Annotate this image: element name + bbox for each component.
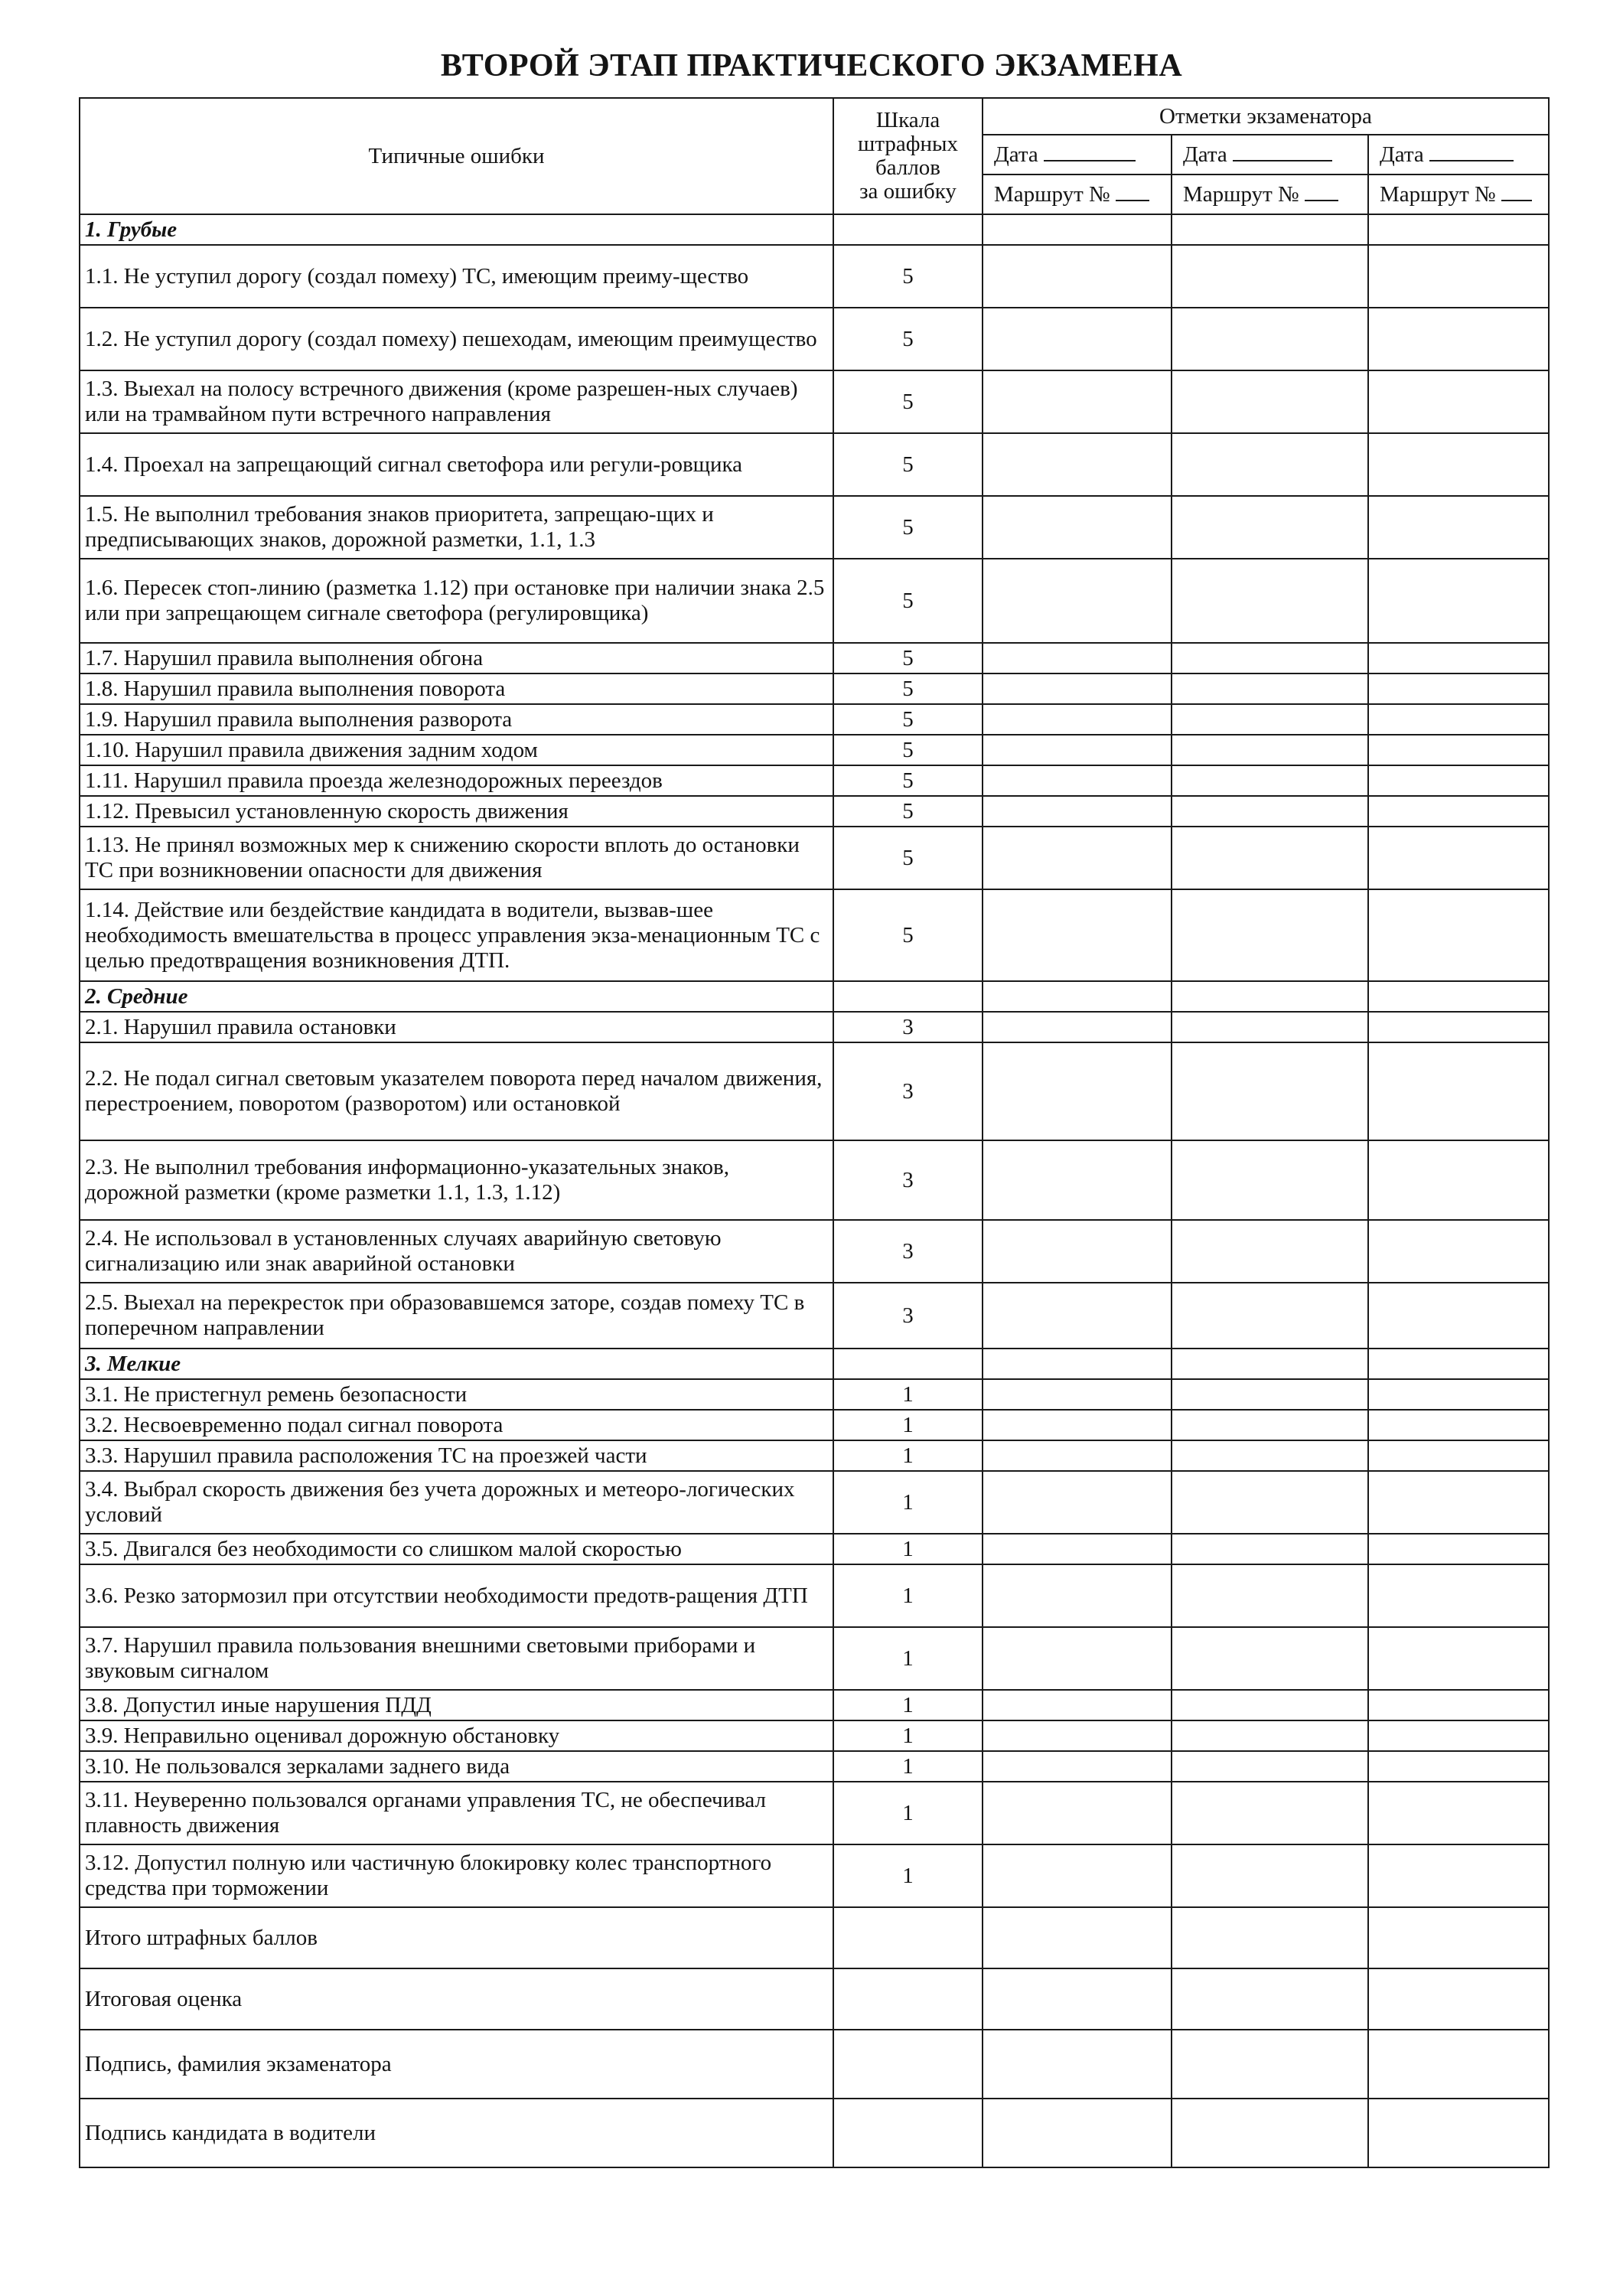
examiner-mark-cell[interactable] xyxy=(1368,1720,1549,1751)
examiner-mark-cell[interactable] xyxy=(1368,1012,1549,1042)
summary-mark-cell[interactable] xyxy=(983,2030,1172,2099)
penalty-points: 5 xyxy=(833,559,983,643)
examiner-mark-cell[interactable] xyxy=(1172,765,1368,796)
route-cell-2[interactable] xyxy=(1172,174,1368,214)
error-row xyxy=(80,704,1549,735)
examiner-mark-cell[interactable] xyxy=(1172,673,1368,704)
examiner-mark-cell[interactable] xyxy=(983,1844,1172,1907)
error-text: 2.3. Не выполнил требования информационно-указательных знаков, дорожной разметки (кроме разметки 1.1, 1.3, 1.12) xyxy=(80,1140,833,1220)
page-title: ВТОРОЙ ЭТАП ПРАКТИЧЕСКОГО ЭКЗАМЕНА xyxy=(440,48,1183,83)
error-text: 2.1. Нарушил правила остановки xyxy=(80,1012,833,1042)
summary-label: Подпись, фамилия экзаменатора xyxy=(80,2030,833,2099)
examiner-mark-cell[interactable] xyxy=(1368,765,1549,796)
penalty-points: 1 xyxy=(833,1471,983,1534)
examiner-mark-cell[interactable] xyxy=(983,245,1172,308)
summary-label: Итоговая оценка xyxy=(80,1968,833,2030)
error-row xyxy=(80,643,1549,673)
examiner-mark-cell[interactable] xyxy=(1368,1534,1549,1564)
empty-cell xyxy=(833,1349,983,1379)
examiner-mark-cell[interactable] xyxy=(1172,1379,1368,1410)
date-label: Дата xyxy=(994,142,1038,167)
penalty-points: 3 xyxy=(833,1140,983,1220)
examiner-mark-cell[interactable] xyxy=(1368,1844,1549,1907)
examiner-mark-cell[interactable] xyxy=(1368,1410,1549,1440)
route-label: Маршрут № xyxy=(994,182,1110,207)
error-row xyxy=(80,1564,1549,1627)
route-cell-1[interactable] xyxy=(983,174,1172,214)
examiner-mark-cell[interactable] xyxy=(1368,735,1549,765)
error-text: 1.10. Нарушил правила движения задним ходом xyxy=(80,735,833,765)
error-row xyxy=(80,673,1549,704)
examiner-mark-cell[interactable] xyxy=(983,1690,1172,1720)
examiner-mark-cell[interactable] xyxy=(1368,1564,1549,1627)
penalty-points: 1 xyxy=(833,1720,983,1751)
error-text: 1.4. Проехал на запрещающий сигнал светофора или регули-ровщика xyxy=(80,433,833,496)
examiner-mark-cell[interactable] xyxy=(983,1220,1172,1283)
header-errors: Типичные ошибки xyxy=(80,98,833,214)
empty-cell xyxy=(983,214,1172,245)
examiner-mark-cell[interactable] xyxy=(983,765,1172,796)
examiner-mark-cell[interactable] xyxy=(983,796,1172,827)
date-fill-line xyxy=(1233,142,1332,161)
penalty-points: 5 xyxy=(833,704,983,735)
penalty-points: 3 xyxy=(833,1042,983,1140)
date-cell-2[interactable] xyxy=(1172,135,1368,174)
error-text: 3.1. Не пристегнул ремень безопасности xyxy=(80,1379,833,1410)
summary-mark-cell[interactable] xyxy=(1172,2099,1368,2167)
summary-row xyxy=(80,2099,1549,2167)
error-text: 1.12. Превысил установленную скорость движения xyxy=(80,796,833,827)
error-row xyxy=(80,1690,1549,1720)
error-row xyxy=(80,245,1549,308)
summary-mark-cell[interactable] xyxy=(1368,2099,1549,2167)
error-text: 3.12. Допустил полную или частичную блокировку колес транспортного средства при торможении xyxy=(80,1844,833,1907)
error-text: 3.5. Двигался без необходимости со слишком малой скоростью xyxy=(80,1534,833,1564)
penalty-points: 5 xyxy=(833,735,983,765)
examiner-mark-cell[interactable] xyxy=(983,1534,1172,1564)
examiner-mark-cell[interactable] xyxy=(983,1410,1172,1440)
examiner-mark-cell[interactable] xyxy=(1172,1782,1368,1844)
examiner-mark-cell[interactable] xyxy=(983,1012,1172,1042)
penalty-points: 3 xyxy=(833,1220,983,1283)
penalty-points: 5 xyxy=(833,433,983,496)
error-text: 1.13. Не принял возможных мер к снижению скорости вплоть до остановки ТС при возникновении опасности для движения xyxy=(80,827,833,889)
penalty-points: 5 xyxy=(833,796,983,827)
error-row xyxy=(80,889,1549,981)
examiner-mark-cell[interactable] xyxy=(1368,1379,1549,1410)
empty-cell xyxy=(833,981,983,1012)
examiner-mark-cell[interactable] xyxy=(1368,1782,1549,1844)
summary-mark-cell[interactable] xyxy=(1368,1968,1549,2030)
penalty-points: 1 xyxy=(833,1782,983,1844)
examiner-mark-cell[interactable] xyxy=(1368,496,1549,559)
examiner-mark-cell[interactable] xyxy=(983,1782,1172,1844)
date-fill-line xyxy=(1044,142,1136,161)
examiner-mark-cell[interactable] xyxy=(1368,704,1549,735)
error-text: 2.4. Не использовал в установленных случаях аварийную световую сигнализацию или знак аварийной остановки xyxy=(80,1220,833,1283)
error-text: 1.2. Не уступил дорогу (создал помеху) пешеходам, имеющим преимущество xyxy=(80,308,833,370)
error-row xyxy=(80,1379,1549,1410)
penalty-points: 1 xyxy=(833,1410,983,1440)
error-row xyxy=(80,1720,1549,1751)
date-fill-line xyxy=(1429,142,1514,161)
error-text: 1.11. Нарушил правила проезда железнодорожных переездов xyxy=(80,765,833,796)
summary-mark-cell[interactable] xyxy=(1368,1907,1549,1968)
penalty-points: 1 xyxy=(833,1564,983,1627)
section-title: 1. Грубые xyxy=(80,214,833,245)
error-row xyxy=(80,1283,1549,1349)
examiner-mark-cell[interactable] xyxy=(1368,673,1549,704)
summary-label: Итого штрафных баллов xyxy=(80,1907,833,1968)
summary-row xyxy=(80,2030,1549,2099)
examiner-mark-cell[interactable] xyxy=(1368,1283,1549,1349)
examiner-mark-cell[interactable] xyxy=(1172,245,1368,308)
error-row xyxy=(80,1440,1549,1471)
examiner-mark-cell[interactable] xyxy=(983,559,1172,643)
examiner-mark-cell[interactable] xyxy=(1172,1042,1368,1140)
summary-mark-cell[interactable] xyxy=(983,1968,1172,2030)
error-row xyxy=(80,559,1549,643)
error-row xyxy=(80,1627,1549,1690)
penalty-points: 3 xyxy=(833,1012,983,1042)
examiner-mark-cell[interactable] xyxy=(1368,1751,1549,1782)
route-fill-line xyxy=(1501,181,1532,201)
summary-mark-cell[interactable] xyxy=(1368,2030,1549,2099)
section-title: 3. Мелкие xyxy=(80,1349,833,1379)
penalty-points: 5 xyxy=(833,827,983,889)
examiner-mark-cell[interactable] xyxy=(1172,1564,1368,1627)
examiner-mark-cell[interactable] xyxy=(983,704,1172,735)
examiner-mark-cell[interactable] xyxy=(1172,559,1368,643)
examiner-mark-cell[interactable] xyxy=(1368,1220,1549,1283)
header-scale-line: за ошибку xyxy=(859,179,957,204)
error-row xyxy=(80,1782,1549,1844)
empty-cell xyxy=(1172,214,1368,245)
error-text: 3.10. Не пользовался зеркалами заднего вида xyxy=(80,1751,833,1782)
penalty-points: 5 xyxy=(833,643,983,673)
examiner-mark-cell[interactable] xyxy=(1172,889,1368,981)
penalty-points: 1 xyxy=(833,1690,983,1720)
empty-cell xyxy=(983,1349,1172,1379)
examiner-mark-cell[interactable] xyxy=(1368,1042,1549,1140)
examiner-mark-cell[interactable] xyxy=(1368,245,1549,308)
penalty-points: 5 xyxy=(833,496,983,559)
examiner-mark-cell[interactable] xyxy=(1172,1283,1368,1349)
header-scale-line: баллов xyxy=(875,155,941,180)
summary-row xyxy=(80,1968,1549,2030)
examiner-mark-cell[interactable] xyxy=(983,496,1172,559)
examiner-mark-cell[interactable] xyxy=(1368,643,1549,673)
error-text: 1.14. Действие или бездействие кандидата в водители, вызвав-шее необходимость вмешательства в процесс управления экза-менационным ТС с целью предотвращения возникновения ДТП. xyxy=(80,889,833,981)
error-text: 1.1. Не уступил дорогу (создал помеху) ТС, имеющим преиму-щество xyxy=(80,245,833,308)
examiner-mark-cell[interactable] xyxy=(983,1140,1172,1220)
header-scale-line: Шкала xyxy=(875,108,940,132)
empty-cell xyxy=(833,2030,983,2099)
examiner-mark-cell[interactable] xyxy=(1172,308,1368,370)
penalty-points: 5 xyxy=(833,889,983,981)
examiner-mark-cell[interactable] xyxy=(1368,1440,1549,1471)
empty-cell xyxy=(983,981,1172,1012)
summary-row xyxy=(80,1907,1549,1968)
error-text: 1.7. Нарушил правила выполнения обгона xyxy=(80,643,833,673)
summary-mark-cell[interactable] xyxy=(983,2099,1172,2167)
examiner-mark-cell[interactable] xyxy=(983,308,1172,370)
error-text: 3.6. Резко затормозил при отсутствии необходимости предотв-ращения ДТП xyxy=(80,1564,833,1627)
empty-cell xyxy=(833,2099,983,2167)
examiner-mark-cell[interactable] xyxy=(1368,1140,1549,1220)
summary-mark-cell[interactable] xyxy=(1172,1907,1368,1968)
penalty-points: 5 xyxy=(833,673,983,704)
penalty-points: 5 xyxy=(833,370,983,433)
error-row xyxy=(80,1012,1549,1042)
examiner-mark-cell[interactable] xyxy=(1172,1140,1368,1220)
examiner-mark-cell[interactable] xyxy=(983,735,1172,765)
error-row xyxy=(80,433,1549,496)
examiner-mark-cell[interactable] xyxy=(1368,308,1549,370)
section-title: 2. Средние xyxy=(80,981,833,1012)
error-row xyxy=(80,1140,1549,1220)
error-row xyxy=(80,1844,1549,1907)
examiner-mark-cell[interactable] xyxy=(983,827,1172,889)
header-scale-line: штрафных xyxy=(857,132,959,156)
empty-cell xyxy=(833,214,983,245)
error-text: 3.8. Допустил иные нарушения ПДД xyxy=(80,1690,833,1720)
examiner-mark-cell[interactable] xyxy=(1172,370,1368,433)
penalty-points: 5 xyxy=(833,245,983,308)
examiner-mark-cell[interactable] xyxy=(983,673,1172,704)
examiner-mark-cell[interactable] xyxy=(983,1283,1172,1349)
exam-table xyxy=(79,97,1550,2168)
error-text: 2.5. Выехал на перекресток при образовавшемся заторе, создав помеху ТС в поперечном направлении xyxy=(80,1283,833,1349)
date-label: Дата xyxy=(1183,142,1227,167)
examiner-mark-cell[interactable] xyxy=(1172,1410,1368,1440)
examiner-mark-cell[interactable] xyxy=(1172,433,1368,496)
error-text: 3.11. Неуверенно пользовался органами управления ТС, не обеспечивал плавность движения xyxy=(80,1782,833,1844)
examiner-mark-cell[interactable] xyxy=(1172,1844,1368,1907)
penalty-points: 1 xyxy=(833,1751,983,1782)
examiner-mark-cell[interactable] xyxy=(983,1042,1172,1140)
examiner-mark-cell[interactable] xyxy=(983,1440,1172,1471)
examiner-mark-cell[interactable] xyxy=(1172,1471,1368,1534)
penalty-points: 1 xyxy=(833,1534,983,1564)
examiner-mark-cell[interactable] xyxy=(1172,1751,1368,1782)
examiner-mark-cell[interactable] xyxy=(1172,1440,1368,1471)
examiner-mark-cell[interactable] xyxy=(1172,496,1368,559)
examiner-mark-cell[interactable] xyxy=(1172,1720,1368,1751)
error-row xyxy=(80,370,1549,433)
error-text: 1.9. Нарушил правила выполнения разворота xyxy=(80,704,833,735)
examiner-mark-cell[interactable] xyxy=(1172,1012,1368,1042)
date-cell-1[interactable] xyxy=(983,135,1172,174)
examiner-mark-cell[interactable] xyxy=(1172,735,1368,765)
section-row xyxy=(80,981,1549,1012)
examiner-mark-cell[interactable] xyxy=(1368,1690,1549,1720)
examiner-mark-cell[interactable] xyxy=(1172,704,1368,735)
error-row xyxy=(80,496,1549,559)
examiner-mark-cell[interactable] xyxy=(1172,1627,1368,1690)
empty-cell xyxy=(1368,981,1549,1012)
route-label: Маршрут № xyxy=(1380,182,1496,207)
route-fill-line xyxy=(1116,181,1149,201)
empty-cell xyxy=(1172,1349,1368,1379)
penalty-points: 1 xyxy=(833,1379,983,1410)
penalty-points: 1 xyxy=(833,1440,983,1471)
error-text: 1.5. Не выполнил требования знаков приоритета, запрещаю-щих и предписывающих знаков, дорожной разметки, 1.1, 1.3 xyxy=(80,496,833,559)
examiner-mark-cell[interactable] xyxy=(1172,1220,1368,1283)
route-fill-line xyxy=(1305,181,1338,201)
examiner-mark-cell[interactable] xyxy=(983,1564,1172,1627)
empty-cell xyxy=(1368,1349,1549,1379)
examiner-mark-cell[interactable] xyxy=(983,643,1172,673)
penalty-points: 1 xyxy=(833,1627,983,1690)
examiner-mark-cell[interactable] xyxy=(983,1627,1172,1690)
examiner-mark-cell[interactable] xyxy=(1172,1690,1368,1720)
examiner-mark-cell[interactable] xyxy=(983,889,1172,981)
date-label: Дата xyxy=(1380,142,1424,167)
examiner-mark-cell[interactable] xyxy=(983,1751,1172,1782)
empty-cell xyxy=(1368,214,1549,245)
error-text: 2.2. Не подал сигнал световым указателем поворота перед началом движения, перестроением, поворотом (разворотом) или остановкой xyxy=(80,1042,833,1140)
header-scale xyxy=(833,98,983,214)
route-cell-3[interactable] xyxy=(1368,174,1549,214)
penalty-points: 5 xyxy=(833,308,983,370)
error-text: 3.2. Несвоевременно подал сигнал поворота xyxy=(80,1410,833,1440)
summary-mark-cell[interactable] xyxy=(983,1907,1172,1968)
examiner-mark-cell[interactable] xyxy=(1368,827,1549,889)
error-row xyxy=(80,1751,1549,1782)
date-cell-3[interactable] xyxy=(1368,135,1549,174)
error-text: 1.6. Пересек стоп-линию (разметка 1.12) при остановке при наличии знака 2.5 или при запрещающем сигнале светофора (регулировщика) xyxy=(80,559,833,643)
examiner-mark-cell[interactable] xyxy=(1172,1534,1368,1564)
error-row xyxy=(80,827,1549,889)
examiner-mark-cell[interactable] xyxy=(1368,370,1549,433)
error-row xyxy=(80,1410,1549,1440)
examiner-mark-cell[interactable] xyxy=(1368,559,1549,643)
penalty-points: 1 xyxy=(833,1844,983,1907)
empty-cell xyxy=(833,1907,983,1968)
summary-mark-cell[interactable] xyxy=(1172,2030,1368,2099)
error-row xyxy=(80,796,1549,827)
penalty-points: 5 xyxy=(833,765,983,796)
error-text: 3.3. Нарушил правила расположения ТС на проезжей части xyxy=(80,1440,833,1471)
section-row xyxy=(80,1349,1549,1379)
error-row xyxy=(80,1471,1549,1534)
examiner-mark-cell[interactable] xyxy=(1368,889,1549,981)
error-text: 3.4. Выбрал скорость движения без учета дорожных и метеоро-логических условий xyxy=(80,1471,833,1534)
error-row xyxy=(80,765,1549,796)
examiner-mark-cell[interactable] xyxy=(983,1379,1172,1410)
error-row xyxy=(80,308,1549,370)
error-text: 3.7. Нарушил правила пользования внешними световыми приборами и звуковым сигналом xyxy=(80,1627,833,1690)
error-row xyxy=(80,1042,1549,1140)
section-row xyxy=(80,214,1549,245)
error-text: 1.8. Нарушил правила выполнения поворота xyxy=(80,673,833,704)
error-text: 3.9. Неправильно оценивал дорожную обстановку xyxy=(80,1720,833,1751)
examiner-mark-cell[interactable] xyxy=(1368,1471,1549,1534)
examiner-mark-cell[interactable] xyxy=(983,1720,1172,1751)
examiner-mark-cell[interactable] xyxy=(1172,796,1368,827)
error-text: 1.3. Выехал на полосу встречного движения (кроме разрешен-ных случаев) или на трамвайном пути встречного направления xyxy=(80,370,833,433)
examiner-mark-cell[interactable] xyxy=(1368,433,1549,496)
examiner-mark-cell[interactable] xyxy=(1172,827,1368,889)
empty-cell xyxy=(1172,981,1368,1012)
route-label: Маршрут № xyxy=(1183,182,1299,207)
error-row xyxy=(80,1220,1549,1283)
examiner-mark-cell[interactable] xyxy=(1172,643,1368,673)
empty-cell xyxy=(833,1968,983,2030)
examiner-mark-cell[interactable] xyxy=(1368,1627,1549,1690)
examiner-mark-cell[interactable] xyxy=(983,1471,1172,1534)
examiner-mark-cell[interactable] xyxy=(1368,796,1549,827)
header-examiner-marks: Отметки экзаменатора xyxy=(983,98,1549,135)
summary-label: Подпись кандидата в водители xyxy=(80,2099,833,2167)
examiner-mark-cell[interactable] xyxy=(983,433,1172,496)
penalty-points: 3 xyxy=(833,1283,983,1349)
summary-mark-cell[interactable] xyxy=(1172,1968,1368,2030)
error-row xyxy=(80,1534,1549,1564)
error-row xyxy=(80,735,1549,765)
examiner-mark-cell[interactable] xyxy=(983,370,1172,433)
